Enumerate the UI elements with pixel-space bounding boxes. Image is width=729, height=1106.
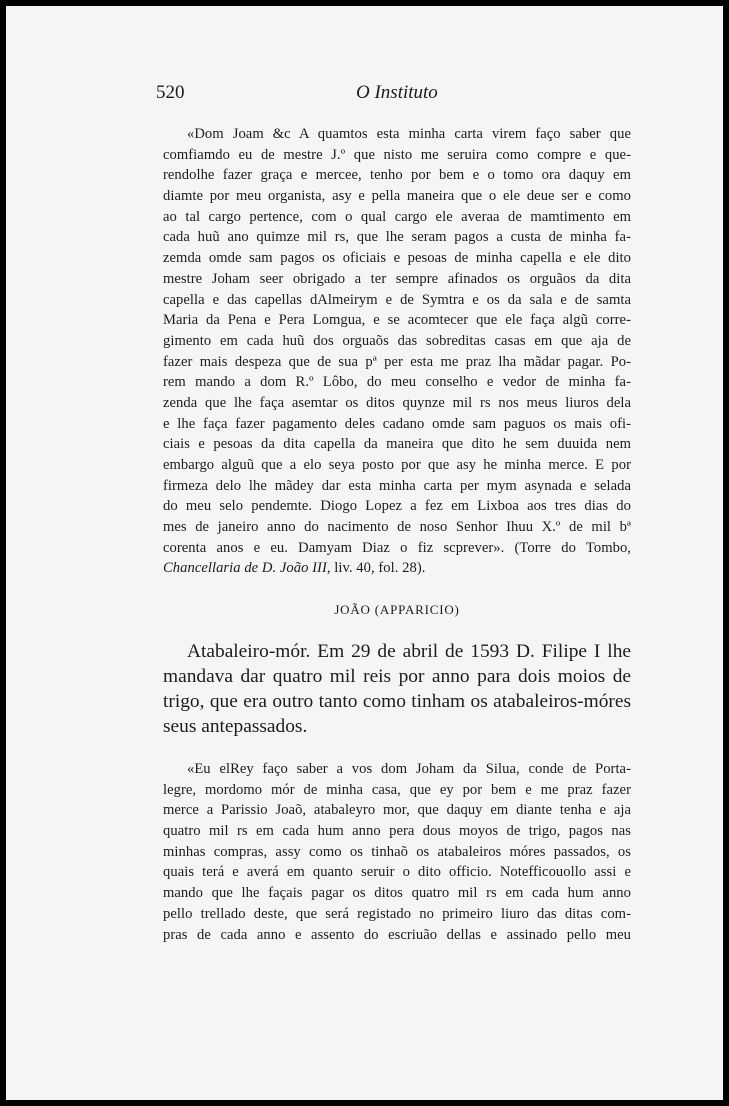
- text-line: «Dom Joam &c A quamtos esta minha carta virem faço saber que: [187, 126, 631, 142]
- text-line: Atabaleiro-mór. Em 29 de abril de 1593 D. Filipe I lhe: [187, 641, 631, 662]
- text-line: capella e das capellas dAlmeirym e de Symtra e os da sala e de samta: [163, 291, 631, 308]
- citation-reference: liv. 40, fol. 28).: [330, 560, 426, 577]
- document-letter-2: [163, 759, 631, 945]
- text-line: mando que lhe façais pagar os ditos quatro mil rs em cada hum anno: [163, 885, 631, 902]
- citation-title: Chancellaria de D. João III,: [163, 560, 331, 577]
- entry-paragraph: [163, 639, 631, 739]
- section-heading: JOÃO (APPARICIO): [334, 602, 460, 617]
- text-line: minhas compras, assy como os tinhaõ os atabaleiros móres passados, os: [163, 843, 631, 860]
- text-line: Maria da Pena e Pera Lomgua, e se acomtecer que ele faça algũ corre-: [163, 312, 631, 329]
- text-line: pello trellado deste, que será registado no primeiro liuro das ditas com-: [163, 905, 631, 922]
- text-line: rem mando a dom R.º Lôbo, do meu conselho e vedor de minha fa-: [163, 374, 631, 391]
- text-line: «Eu elRey faço saber a vos dom Joham da Silua, conde de Porta-: [187, 761, 631, 777]
- text-line: trigo, que era outro tanto como tinham os atabaleiros-móres: [163, 691, 631, 712]
- journal-title: O Instituto: [356, 82, 438, 103]
- document-letter-1: [163, 124, 631, 579]
- text-line: legre, mordomo mór de minha casa, que ey por bem e me praz fazer: [163, 781, 631, 798]
- text-line: fazer mais despeza que de sua pª per esta me praz lha mãdar pagar. Po-: [163, 353, 631, 370]
- text-line: comfiamdo eu de mestre J.º que nisto me seruira como compre e que-: [163, 146, 631, 163]
- text-line: diamte por meu organista, asy e pella maneira que o ele deue ser e como: [163, 188, 631, 205]
- text-line: gimento em cada huũ dos orguaõs das sobreditas casas em que aja de: [163, 332, 631, 349]
- text-line: mandava dar quatro mil reis por anno para dois moios de: [163, 666, 631, 687]
- page-number: 520: [156, 82, 185, 103]
- text-line: merce a Parissio Joaõ, atabaleyro mor, que daquy em diante tenha e aja: [163, 802, 631, 819]
- scanned-page: [6, 6, 723, 1100]
- text-line: firmeza delo lhe mãdey dar esta minha carta per mym asynada e selada: [163, 477, 631, 494]
- text-line: cada huũ ano quimze mil rs, que lhe seram pagos a custa de minha fa-: [163, 229, 631, 246]
- text-line: mestre Joham seer obrigado a ter sempre afinados os orguãos da dita: [163, 270, 631, 287]
- text-line: embargo alguũ que a elo seya posto por que asy he minha merce. E por: [163, 457, 631, 473]
- text-line: ciais e pesoas da dita capella da maneira que dito he sem duuida nem: [163, 436, 631, 453]
- text-line: do meu selo pendemte. Diogo Lopez a fez em Lixboa aos tres dias do: [163, 498, 631, 515]
- text-line: pras de cada anno e assento do escriuão dellas e assinado pello meu: [163, 926, 631, 943]
- text-line: quatro mil rs em cada hum anno pera dous moyos de trigo, pagos nas: [163, 823, 631, 840]
- text-line: corenta anos e eu. Damyam Diaz o fiz scprever». (Torre do Tombo,: [163, 539, 631, 556]
- text-line: rendolhe fazer graça e mercee, tenho por bem e o tomo ora daquy em: [163, 167, 631, 184]
- running-header: [156, 82, 636, 106]
- text-line: e lhe faça fazer pagamento deles cadano omde sam paguos os mais ofi-: [163, 415, 631, 432]
- text-line: ao tal cargo pertence, com o qual cargo ele averaa de mamtimento em: [163, 208, 631, 225]
- text-line: mes de janeiro anno do nacimento de noso Senhor Ihuu X.º de mil bª: [163, 519, 631, 536]
- text-line: seus antepassados.: [163, 716, 308, 737]
- text-line: quais terá e averá em quanto seruir o dito officio. Notefficouollo assi e: [163, 864, 631, 881]
- text-line: zemda omde sam pagos os oficiais e pesoas de minha capella e ele dito: [163, 250, 631, 267]
- text-line: zenda que lhe faça asemtar os ditos quynze mil rs nos meus liuros dela: [163, 394, 631, 411]
- citation-line: [163, 558, 631, 579]
